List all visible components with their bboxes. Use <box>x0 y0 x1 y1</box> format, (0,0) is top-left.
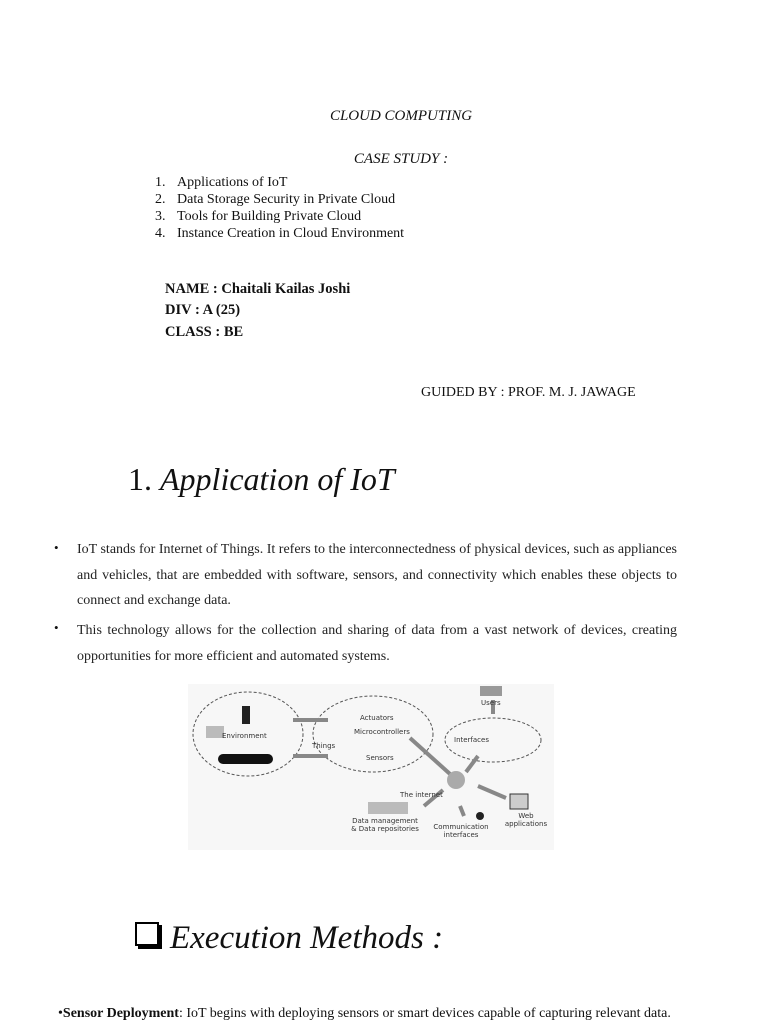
diagram-label: Interfaces <box>454 736 489 744</box>
topic-number: 2. <box>155 192 166 207</box>
execution-item <box>58 1006 671 1022</box>
diagram-label: Actuators <box>360 714 394 722</box>
topic-list <box>155 174 404 242</box>
bullet-icon: • <box>54 540 59 555</box>
diagram-label: Things <box>312 742 336 750</box>
guided-by: GUIDED BY : PROF. M. J. JAWAGE <box>421 385 636 400</box>
person-icon <box>242 706 250 724</box>
topic-item <box>155 208 404 225</box>
student-div: DIV : A (25) <box>165 302 241 318</box>
topic-label: Applications of IoT <box>177 175 288 190</box>
topic-label: Data Storage Security in Private Cloud <box>177 192 396 207</box>
diagram-label: Web applications <box>504 812 548 828</box>
section-heading <box>128 461 395 498</box>
diagram-label: Microcontrollers <box>354 728 410 736</box>
bullet-icon: • <box>58 1006 63 1021</box>
topic-label: Tools for Building Private Cloud <box>177 209 362 224</box>
item-text: : IoT begins with deploying sensors or smart devices capable of capturing relevant data. <box>178 1006 671 1021</box>
topic-number: 4. <box>155 226 166 241</box>
checkbox-icon <box>135 922 159 946</box>
iot-diagram <box>188 684 554 850</box>
topic-item <box>155 225 404 242</box>
topic-number: 3. <box>155 209 166 224</box>
diagram-label: Sensors <box>366 754 394 762</box>
topic-item <box>155 191 404 208</box>
gear-icon <box>476 812 484 820</box>
topic-number: 1. <box>155 175 166 190</box>
diagram-label: The internet <box>400 791 443 799</box>
student-class: CLASS : BE <box>165 324 244 340</box>
car-icon <box>218 754 273 764</box>
topic-item <box>155 174 404 191</box>
globe-icon <box>447 771 465 789</box>
document-title: CLOUD COMPUTING <box>329 108 473 124</box>
web-icon <box>510 794 528 809</box>
section-number: 1. <box>128 461 152 497</box>
data-network-icon <box>368 802 408 814</box>
case-study-label: CASE STUDY : <box>353 151 449 167</box>
execution-methods-heading: Execution Methods : <box>170 920 444 956</box>
topic-label: Instance Creation in Cloud Environment <box>177 226 405 241</box>
section-title: Application of IoT <box>160 461 395 497</box>
paragraph: IoT stands for Internet of Things. It refers to the interconnectedness of physical devices, such as appliances and vehicles, that are embedded with software, sensors, and connectivity which enables these objects to connect and exchange data. <box>77 542 677 608</box>
diagram-label: Communication interfaces <box>433 823 489 839</box>
diagram-label: Environment <box>222 732 267 740</box>
diagram-label: Users <box>481 699 501 707</box>
diagram-label: Data management & Data repositories <box>351 817 419 833</box>
paragraph: This technology allows for the collection and sharing of data from a vast network of devices, creating opportunities for more efficient and automated systems. <box>77 623 677 664</box>
item-term: Sensor Deployment <box>62 1006 179 1021</box>
users-icon <box>480 686 502 696</box>
bullet-icon: • <box>54 620 59 635</box>
student-name: NAME : Chaitali Kailas Joshi <box>165 281 351 297</box>
